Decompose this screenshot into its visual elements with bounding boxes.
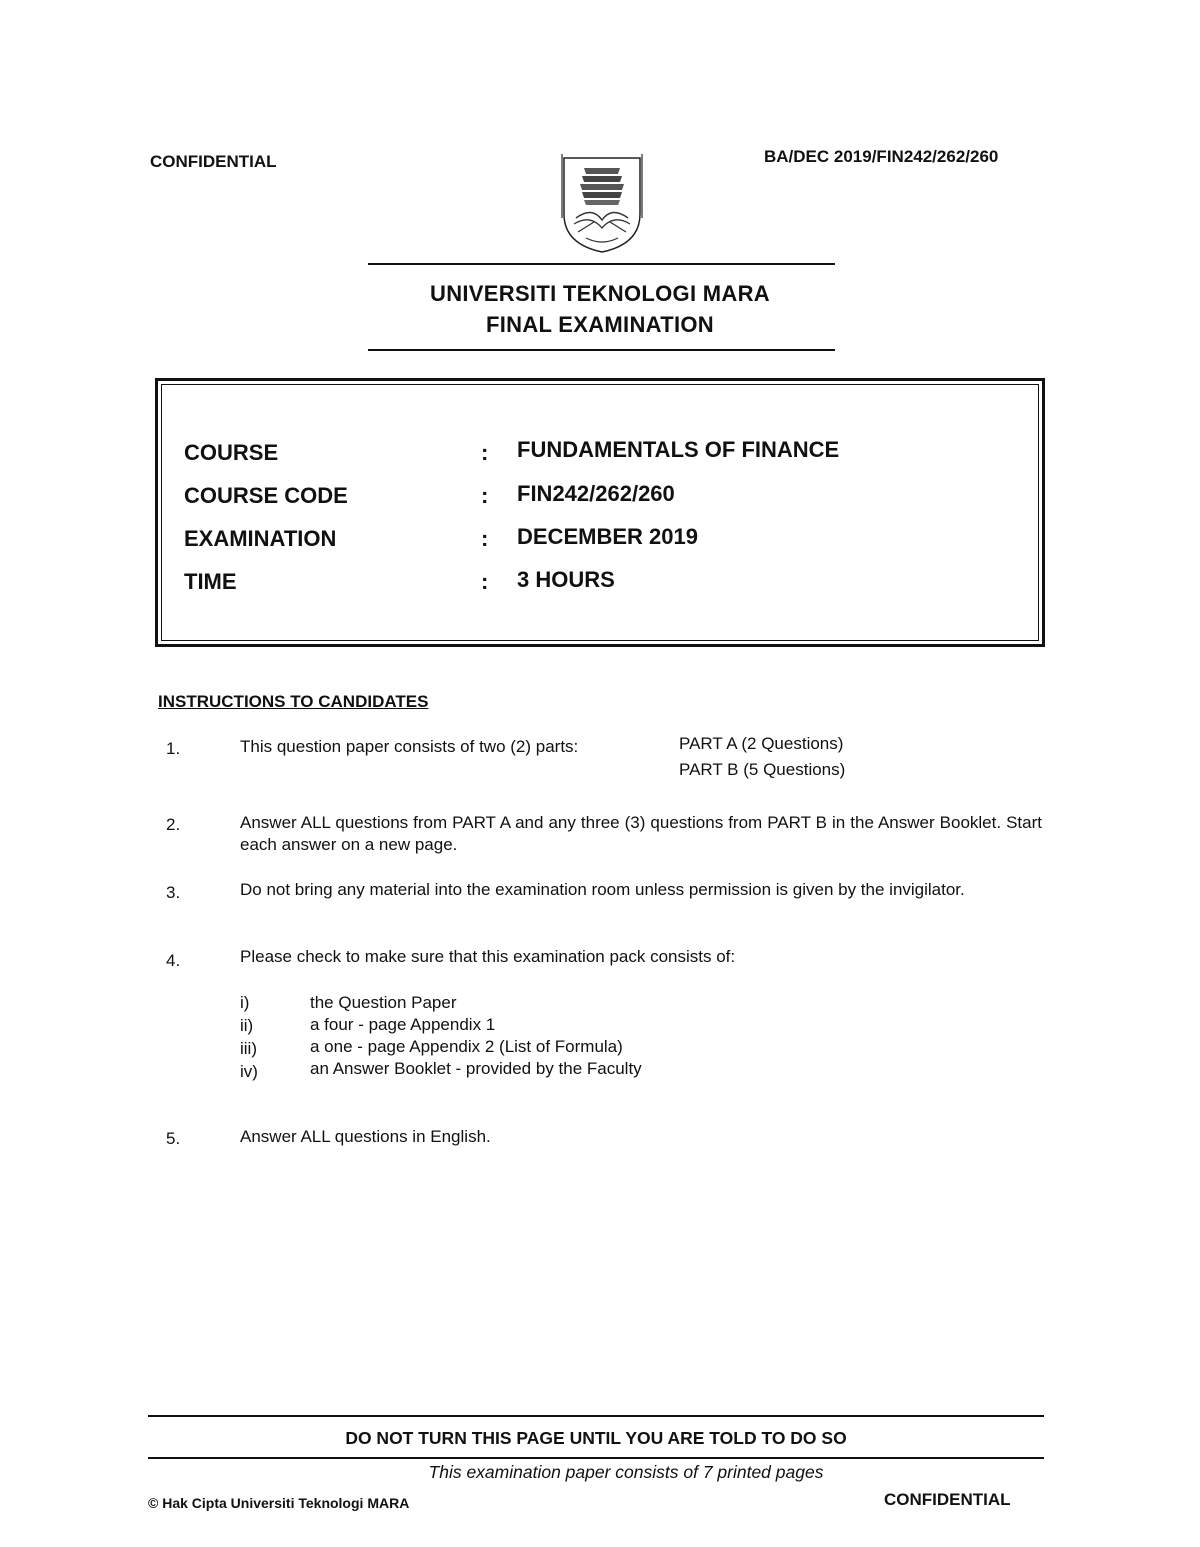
title-rule-top — [368, 263, 835, 265]
part-a-label: PART A (2 Questions) — [679, 734, 844, 753]
paper-code: BA/DEC 2019/FIN242/262/260 — [764, 147, 999, 166]
detail-label: EXAMINATION — [184, 526, 337, 551]
instruction-text: This question paper consists of two (2) parts: — [240, 737, 579, 756]
instruction-text: Answer ALL questions from PART A and any three (3) questions from PART B in the Answer Booklet. Start each answer on a new page. — [240, 813, 1042, 854]
university-crest-icon — [556, 152, 648, 256]
instruction-number: 1. — [166, 739, 181, 758]
instruction-number: 2. — [166, 815, 181, 834]
detail-label: COURSE — [184, 440, 279, 465]
instructions-heading: INSTRUCTIONS TO CANDIDATES — [158, 692, 429, 711]
title-rule-bottom — [368, 349, 835, 351]
copyright-notice: © Hak Cipta Universiti Teknologi MARA — [148, 1495, 410, 1511]
detail-colon: : — [481, 483, 489, 508]
course-details-box — [155, 378, 1045, 647]
detail-value: FUNDAMENTALS OF FINANCE — [517, 437, 840, 462]
confidential-label-top: CONFIDENTIAL — [150, 152, 277, 171]
part-b-label: PART B (5 Questions) — [679, 760, 846, 779]
instruction-number: 5. — [166, 1129, 181, 1148]
sub-item-text: the Question Paper — [310, 993, 457, 1012]
instruction-number: 3. — [166, 883, 181, 902]
sub-item-roman: i) — [240, 993, 250, 1012]
detail-colon: : — [481, 440, 489, 465]
printed-pages-note: This examination paper consists of 7 printed pages — [428, 1462, 824, 1482]
detail-value: FIN242/262/260 — [517, 481, 675, 506]
footer-rule-bottom — [148, 1457, 1044, 1459]
detail-value: 3 HOURS — [517, 567, 615, 592]
detail-label: TIME — [184, 569, 237, 594]
detail-colon: : — [481, 526, 489, 551]
university-name: UNIVERSITI TEKNOLOGI MARA — [430, 281, 770, 306]
sub-item-text: a four - page Appendix 1 — [310, 1015, 496, 1034]
footer-rule-top — [148, 1415, 1044, 1417]
sub-item-text: an Answer Booklet - provided by the Faculty — [310, 1059, 642, 1078]
detail-value: DECEMBER 2019 — [517, 524, 698, 549]
instruction-number: 4. — [166, 951, 181, 970]
do-not-turn-notice: DO NOT TURN THIS PAGE UNTIL YOU ARE TOLD TO DO SO — [345, 1428, 847, 1448]
detail-colon: : — [481, 569, 489, 594]
sub-item-roman: ii) — [240, 1016, 254, 1035]
instruction-text: Please check to make sure that this examination pack consists of: — [240, 947, 736, 966]
detail-label: COURSE CODE — [184, 483, 348, 508]
sub-item-text: a one - page Appendix 2 (List of Formula) — [310, 1037, 623, 1056]
confidential-label-bottom: CONFIDENTIAL — [884, 1490, 1011, 1509]
instruction-text: Do not bring any material into the examination room unless permission is given by the invigilator. — [240, 880, 965, 899]
instruction-text: Answer ALL questions in English. — [240, 1127, 491, 1146]
sub-item-roman: iv) — [240, 1062, 258, 1081]
exam-type: FINAL EXAMINATION — [486, 312, 714, 337]
sub-item-roman: iii) — [240, 1039, 257, 1058]
